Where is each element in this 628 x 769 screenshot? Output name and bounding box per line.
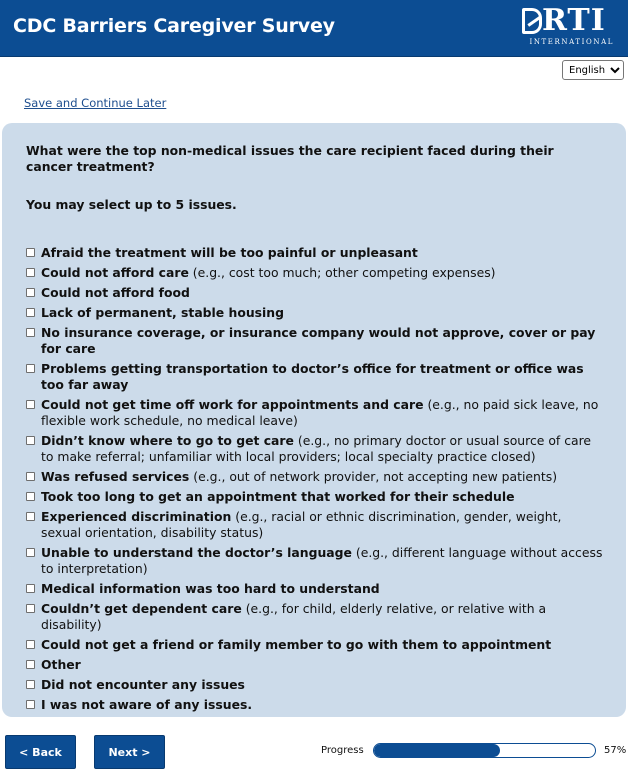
option-item[interactable]: [26, 433, 604, 465]
option-item[interactable]: [26, 657, 604, 673]
progress-label: Progress: [321, 745, 364, 756]
question-panel: [2, 123, 626, 717]
option-checkbox[interactable]: [26, 548, 35, 557]
logo-subtext: INTERNATIONAL: [529, 38, 614, 46]
option-label: Could not get a friend or family member to go with them to appointment: [41, 637, 552, 652]
question-text: What were the top non-medical issues the care recipient faced during their cancer treatment?: [26, 143, 554, 174]
option-label: Did not encounter any issues: [41, 677, 245, 692]
option-item[interactable]: [26, 469, 604, 485]
option-checkbox[interactable]: [26, 328, 35, 337]
option-checkbox[interactable]: [26, 604, 35, 613]
option-checkbox[interactable]: [26, 492, 35, 501]
option-item[interactable]: [26, 325, 604, 357]
option-item[interactable]: [26, 305, 604, 321]
option-item[interactable]: [26, 509, 604, 541]
progress-bar: [373, 743, 596, 758]
option-item[interactable]: [26, 489, 604, 505]
option-label: Didn’t know where to go to get care: [41, 433, 294, 448]
option-item[interactable]: [26, 545, 604, 577]
option-checkbox[interactable]: [26, 584, 35, 593]
option-item[interactable]: [26, 581, 604, 597]
option-detail: (e.g., racial or ethnic discrimination, gender, weight, sexual orientation, disability status): [41, 509, 562, 540]
progress-bar-fill: [374, 744, 500, 757]
rti-logo: [522, 3, 614, 48]
option-item[interactable]: [26, 677, 604, 693]
option-label: Was refused services: [41, 469, 190, 484]
option-item[interactable]: [26, 265, 604, 281]
option-label: Medical information was too hard to understand: [41, 581, 380, 596]
option-checkbox[interactable]: [26, 680, 35, 689]
option-item[interactable]: [26, 245, 604, 261]
option-detail: (e.g., cost too much; other competing expenses): [188, 265, 496, 280]
language-select[interactable]: [562, 60, 624, 80]
option-label: Could not afford care: [41, 265, 189, 280]
options-list: [26, 245, 604, 717]
option-detail: (e.g., for child, elderly relative, or relative with a disability): [41, 601, 547, 632]
option-label: Lack of permanent, stable housing: [41, 305, 284, 320]
option-label: Unable to understand the doctor’s language: [41, 545, 352, 560]
option-checkbox[interactable]: [26, 364, 35, 373]
option-detail: (e.g., out of network provider, not accepting new patients): [189, 469, 558, 484]
next-button[interactable]: Next >: [94, 735, 165, 769]
option-checkbox[interactable]: [26, 660, 35, 669]
option-item[interactable]: [26, 637, 604, 653]
option-detail: (e.g., no primary doctor or usual source of care to make referral; unfamiliar with local providers; local specialty practice closed): [41, 433, 592, 464]
option-label: Took too long to get an appointment that worked for their schedule: [41, 489, 515, 504]
option-checkbox[interactable]: [26, 308, 35, 317]
option-label: No insurance coverage, or insurance company would not approve, cover or pay for care: [41, 325, 596, 356]
progress-percent: 57%: [604, 745, 627, 756]
option-label: Other: [41, 657, 81, 672]
option-label: Problems getting transportation to doctor’s office for treatment or office was too far away: [41, 361, 584, 392]
option-checkbox[interactable]: [26, 512, 35, 521]
option-label: Couldn’t get dependent care: [41, 601, 242, 616]
option-detail: (e.g., different language without access to interpretation): [41, 545, 603, 576]
option-detail: (e.g., no paid sick leave, no flexible work schedule, no medical leave): [41, 397, 599, 428]
option-checkbox[interactable]: [26, 400, 35, 409]
option-item[interactable]: [26, 601, 604, 633]
option-item[interactable]: [26, 285, 604, 301]
rti-logo-mark-icon: [522, 8, 542, 34]
option-label: Could not get time off work for appointments and care: [41, 397, 424, 412]
option-item[interactable]: [26, 697, 604, 713]
option-item[interactable]: [26, 361, 604, 393]
app-header: [0, 0, 628, 57]
option-checkbox[interactable]: [26, 436, 35, 445]
option-checkbox[interactable]: [26, 700, 35, 709]
option-label: I was not aware of any issues.: [41, 697, 253, 712]
option-label: Could not afford food: [41, 285, 190, 300]
option-label: Afraid the treatment will be too painful or unpleasant: [41, 245, 418, 260]
option-checkbox[interactable]: [26, 288, 35, 297]
question-instruction: You may select up to 5 issues.: [26, 197, 237, 212]
option-label: Experienced discrimination: [41, 509, 232, 524]
option-checkbox[interactable]: [26, 268, 35, 277]
back-button[interactable]: < Back: [5, 735, 76, 769]
option-checkbox[interactable]: [26, 640, 35, 649]
option-checkbox[interactable]: [26, 472, 35, 481]
survey-title: CDC Barriers Caregiver Survey: [13, 15, 335, 37]
option-checkbox[interactable]: [26, 248, 35, 257]
save-and-continue-later-link[interactable]: Save and Continue Later: [24, 96, 167, 110]
logo-text: RTI: [542, 3, 606, 38]
option-item[interactable]: [26, 397, 604, 429]
